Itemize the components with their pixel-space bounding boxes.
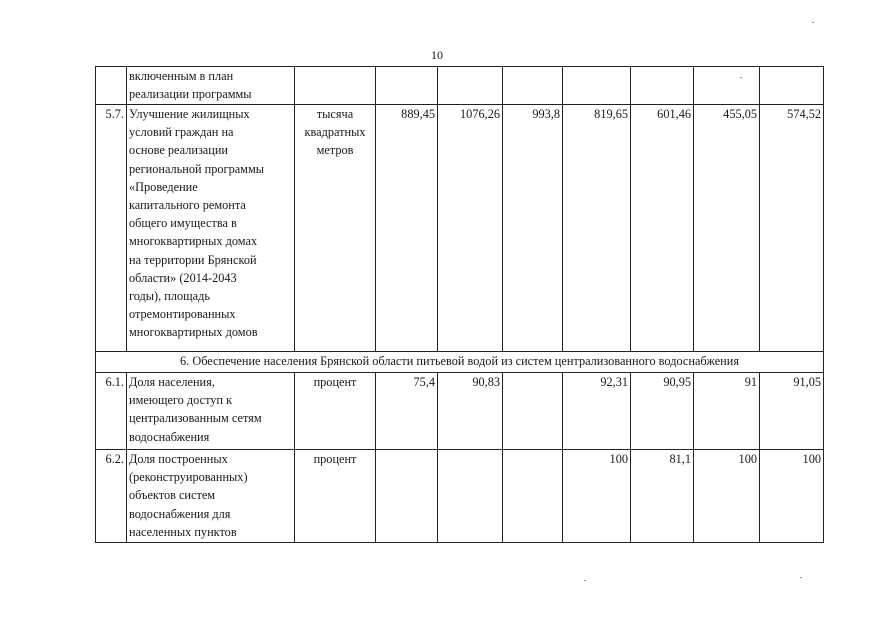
row-index <box>96 67 127 105</box>
value-cell: 90,83 <box>438 373 503 450</box>
value-cell: 455,05 <box>694 105 760 352</box>
value-cell: 993,8 <box>503 105 563 352</box>
value-cell <box>438 67 503 105</box>
name-line: Доля населения, <box>129 375 215 389</box>
value-cell <box>563 67 631 105</box>
value-cell <box>503 373 563 450</box>
value-cell: 81,1 <box>631 450 694 543</box>
value-cell: 889,45 <box>376 105 438 352</box>
value-cell: 91 <box>694 373 760 450</box>
name-line: условий граждан на <box>129 125 234 140</box>
value-cell <box>760 67 824 105</box>
name-line: годы), площадь <box>129 289 210 304</box>
table-row <box>96 352 824 373</box>
name-line: водоснабжения <box>129 429 210 444</box>
name-line: имеющего доступ к <box>129 393 233 408</box>
unit-cell <box>295 450 376 543</box>
value-cell: 574,52 <box>760 105 824 352</box>
name-line: общего имущества в <box>129 216 237 231</box>
name-line: области» (2014-2043 <box>129 270 237 285</box>
name-line: включенным в план <box>129 69 234 83</box>
table-row <box>96 373 824 450</box>
name-line: (реконструированных) <box>129 470 248 485</box>
value-cell: 819,65 <box>563 105 631 352</box>
name-line: многоквартирных домов <box>129 325 258 340</box>
name-line: отремонтированных <box>129 307 236 322</box>
value-cell <box>376 67 438 105</box>
scan-speck <box>812 22 814 23</box>
value-cell <box>631 67 694 105</box>
scan-speck <box>740 77 742 78</box>
page-number: 10 <box>431 48 443 62</box>
unit-cell <box>295 373 376 450</box>
name-line: «Проведение <box>129 179 198 194</box>
name-line: Улучшение жилищных <box>129 107 250 121</box>
name-line: основе реализации <box>129 143 229 158</box>
unit-line: квадратных <box>304 125 366 140</box>
unit-line: тысяча <box>316 107 354 121</box>
scan-speck <box>800 577 802 578</box>
row-index: 6.2. <box>96 450 127 543</box>
value-cell: 100 <box>694 450 760 543</box>
unit-cell <box>295 67 376 105</box>
table-row <box>96 67 824 105</box>
row-index: 5.7. <box>96 105 127 352</box>
value-cell <box>503 450 563 543</box>
indicator-name <box>127 450 295 543</box>
name-line: на территории Брянской <box>129 252 257 267</box>
name-line: региональной программы <box>129 161 265 176</box>
value-cell: 91,05 <box>760 373 824 450</box>
unit-line: процент <box>313 452 357 466</box>
name-line: реализации программы <box>129 87 252 102</box>
value-cell: 1076,26 <box>438 105 503 352</box>
value-cell <box>694 67 760 105</box>
name-line: объектов систем <box>129 488 216 503</box>
indicator-name <box>127 105 295 352</box>
name-line: водоснабжения для <box>129 506 231 521</box>
value-cell: 75,4 <box>376 373 438 450</box>
value-cell <box>376 450 438 543</box>
section-title: 6. Обеспечение населения Брянской области питьевой водой из систем централизованного водоснабжения <box>96 352 824 373</box>
value-cell <box>438 450 503 543</box>
value-cell: 100 <box>563 450 631 543</box>
row-index: 6.1. <box>96 373 127 450</box>
indicator-name <box>127 373 295 450</box>
unit-cell <box>295 105 376 352</box>
name-line: многоквартирных домах <box>129 234 258 249</box>
value-cell: 90,95 <box>631 373 694 450</box>
scan-speck <box>584 580 586 581</box>
unit-line: метров <box>316 143 354 158</box>
indicator-name <box>127 67 295 105</box>
name-line: населенных пунктов <box>129 524 237 539</box>
name-line: централизованным сетям <box>129 411 262 426</box>
name-line: капитального ремонта <box>129 198 246 213</box>
unit-line: процент <box>313 375 357 389</box>
value-cell: 100 <box>760 450 824 543</box>
value-cell: 601,46 <box>631 105 694 352</box>
value-cell: 92,31 <box>563 373 631 450</box>
indicators-table <box>95 66 824 543</box>
table-row <box>96 450 824 543</box>
value-cell <box>503 67 563 105</box>
table-row <box>96 105 824 352</box>
name-line: Доля построенных <box>129 452 228 466</box>
